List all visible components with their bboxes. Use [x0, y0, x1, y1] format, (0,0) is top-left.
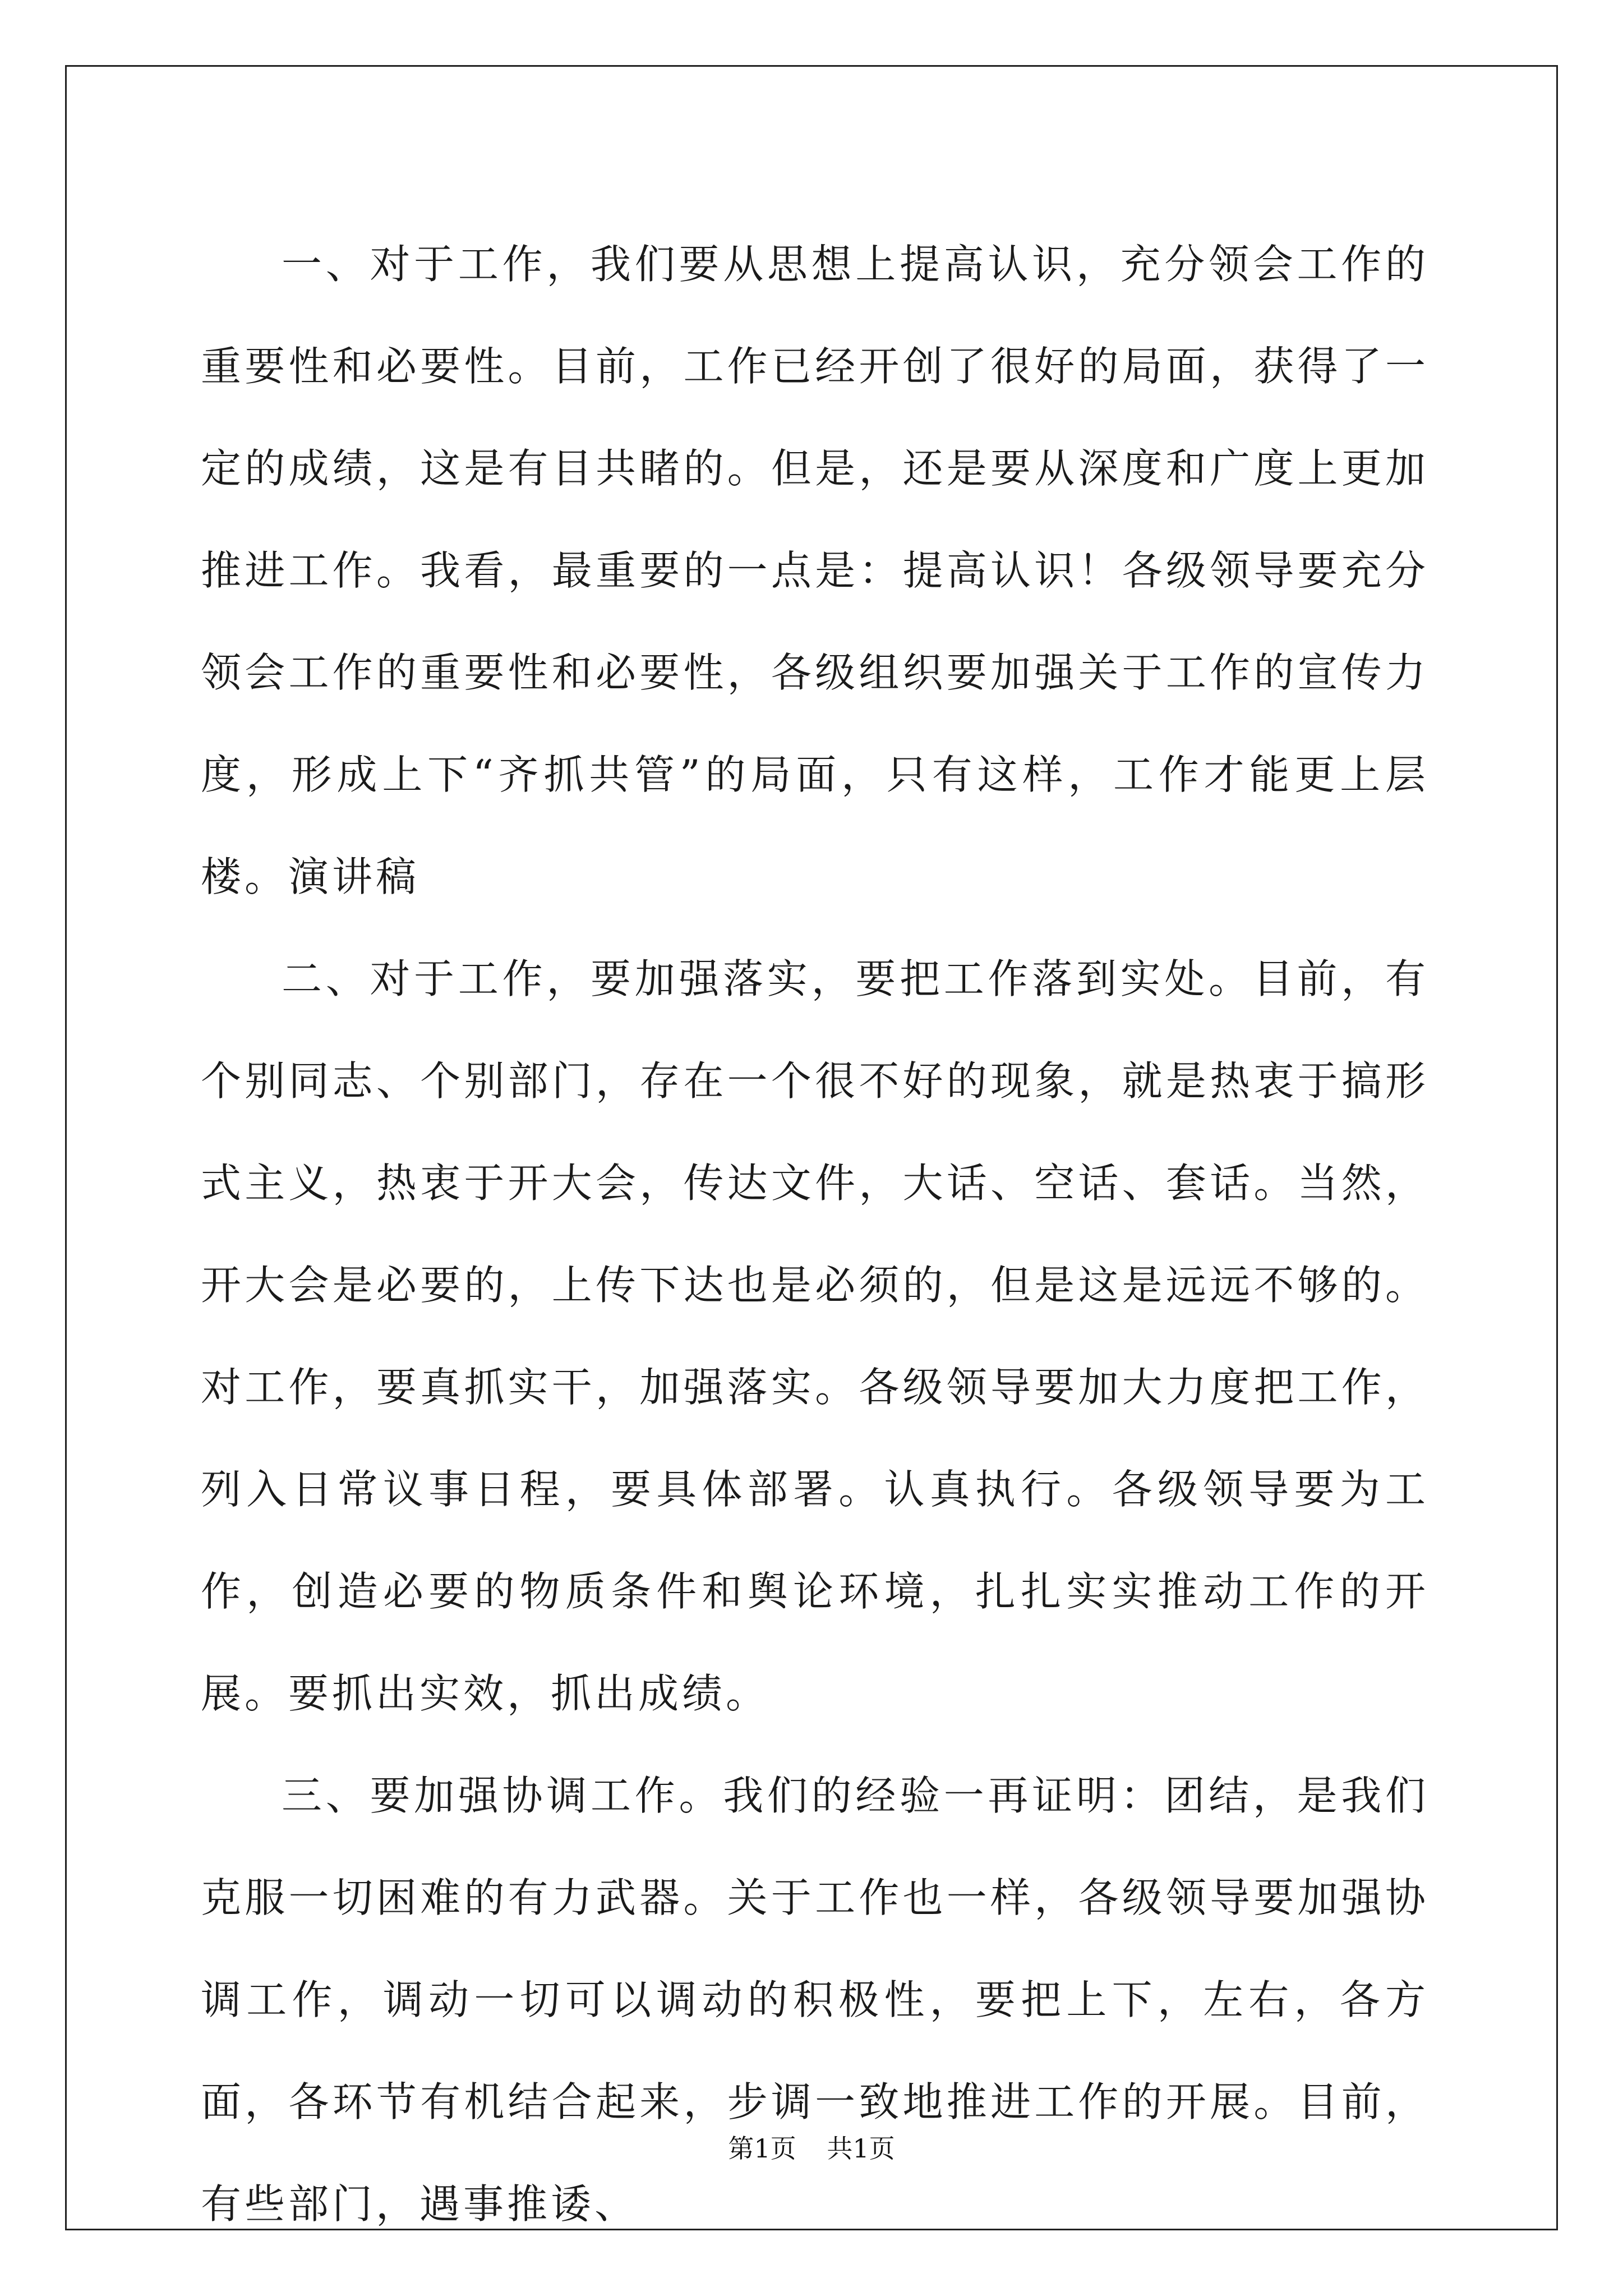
paragraph-3: 三、要加强协调工作。我们的经验一再证明：团结，是我们克服一切困难的有力武器。关于工作也一样，各级领导要加强协调工作，调动一切可以调动的积极性，要把上下，左右，各方面，各环节有机结合起来，步调一致地推进工作的开展。目前，有些部门，遇事推诿、: [201, 1772, 1429, 2228]
paragraph-1: 一、对于工作，我们要从思想上提高认识，充分领会工作的重要性和必要性。目前，工作已经开创了很好的局面，获得了一定的成绩，这是有目共睹的。但是，还是要从深度和广度上更加推进工作。我看，最重要的一点是：提高认识！各级领导要充分领会工作的重要性和必要性，各级组织要加强关于工作的宣传力度，形成上下“齐抓共管”的局面，只有这样，工作才能更上层楼。演讲稿: [201, 241, 1429, 900]
page-number-current: 第1页: [728, 2133, 796, 2164]
page-number-total: 共1页: [827, 2133, 895, 2164]
document-body: [201, 213, 1429, 2255]
paragraph-2: 二、对于工作，要加强落实，要把工作落到实处。目前，有个别同志、个别部门，存在一个很不好的现象，就是热衷于搞形式主义，热衷于开大会，传达文件，大话、空话、套话。当然，开大会是必要的，上传下达也是必须的，但是这是远远不够的。对工作，要真抓实干，加强落实。各级领导要加大力度把工作，列入日常议事日程，要具体部署。认真执行。各级领导要为工作，创造必要的物质条件和舆论环境，扎扎实实推动工作的开展。要抓出实效，抓出成绩。: [201, 955, 1429, 1717]
page-footer: [0, 2132, 1623, 2165]
